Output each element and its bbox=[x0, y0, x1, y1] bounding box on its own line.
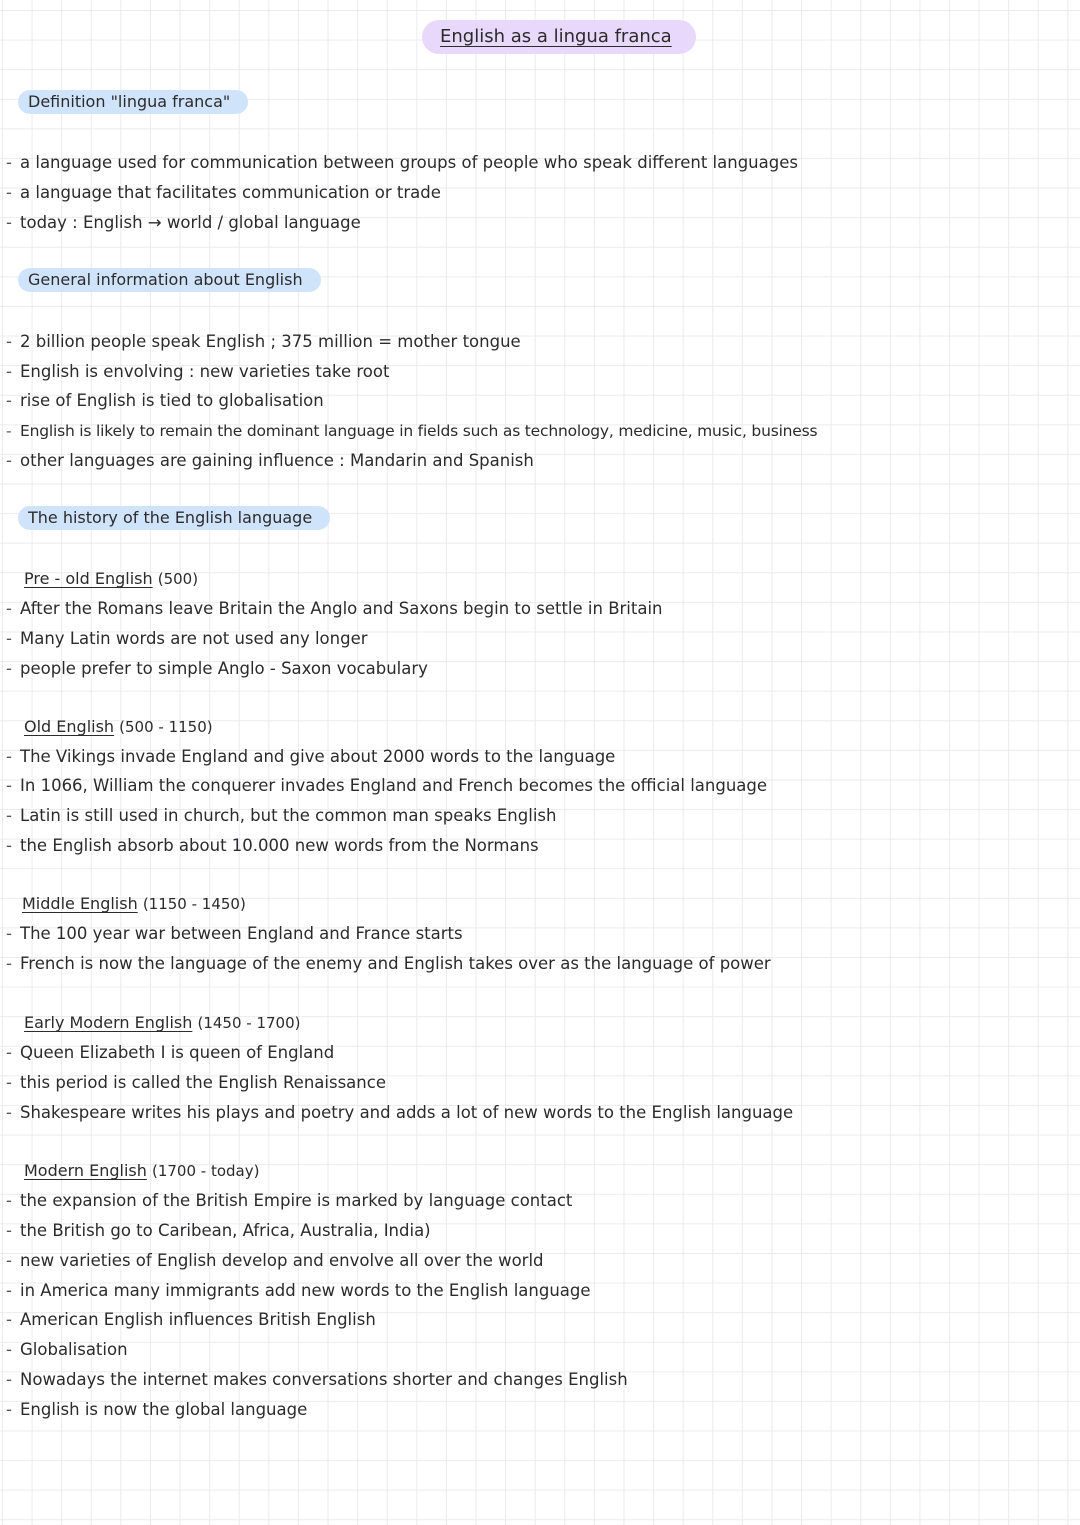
list-item: - the English absorb about 10.000 new words from the Normans bbox=[6, 836, 539, 855]
history-heading: The history of the English language bbox=[18, 506, 330, 530]
list-item: - French is now the language of the enemy and English takes over as the language of power bbox=[6, 954, 771, 973]
list-item: - American English influences British English bbox=[6, 1310, 376, 1329]
list-item: - a language that facilitates communication or trade bbox=[6, 183, 441, 202]
list-item: - 2 billion people speak English ; 375 million = mother tongue bbox=[6, 332, 521, 351]
list-item: - Queen Elizabeth I is queen of England bbox=[6, 1043, 335, 1062]
period-heading-early-modern-english: Early Modern English (1450 - 1700) bbox=[24, 1013, 301, 1032]
list-item: - English is likely to remain the dominant language in fields such as technology, medicine, music, business bbox=[6, 422, 818, 440]
list-item: - other languages are gaining influence : Mandarin and Spanish bbox=[6, 451, 534, 470]
general-info-heading: General information about English bbox=[18, 268, 321, 292]
list-item: - Globalisation bbox=[6, 1340, 128, 1359]
list-item: - The Vikings invade England and give about 2000 words to the language bbox=[6, 747, 616, 766]
list-item: - Shakespeare writes his plays and poetry and adds a lot of new words to the English language bbox=[6, 1103, 794, 1122]
page-title: English as a lingua franca bbox=[422, 20, 696, 54]
list-item: - In 1066, William the conquerer invades England and French becomes the official language bbox=[6, 776, 768, 795]
list-item: - the expansion of the British Empire is marked by language contact bbox=[6, 1191, 573, 1210]
list-item: - a language used for communication between groups of people who speak different languages bbox=[6, 153, 798, 172]
list-item: - After the Romans leave Britain the Anglo and Saxons begin to settle in Britain bbox=[6, 599, 663, 618]
list-item: - English is now the global language bbox=[6, 1400, 308, 1419]
period-heading-middle-english: Middle English (1150 - 1450) bbox=[22, 894, 246, 913]
list-item: - Latin is still used in church, but the common man speaks English bbox=[6, 806, 557, 825]
list-item: - Nowadays the internet makes conversations shorter and changes English bbox=[6, 1370, 628, 1389]
list-item: - people prefer to simple Anglo - Saxon vocabulary bbox=[6, 659, 428, 678]
list-item: - rise of English is tied to globalisation bbox=[6, 391, 324, 410]
list-item: - The 100 year war between England and France starts bbox=[6, 924, 463, 943]
period-heading-modern-english: Modern English (1700 - today) bbox=[24, 1161, 260, 1180]
definition-heading: Definition "lingua franca" bbox=[18, 90, 248, 114]
list-item: - this period is called the English Renaissance bbox=[6, 1073, 386, 1092]
period-heading-old-english: Old English (500 - 1150) bbox=[24, 717, 213, 736]
list-item: - new varieties of English develop and envolve all over the world bbox=[6, 1251, 544, 1270]
list-item: - in America many immigrants add new words to the English language bbox=[6, 1281, 591, 1300]
list-item: - today : English → world / global language bbox=[6, 213, 361, 232]
list-item: - Many Latin words are not used any longer bbox=[6, 629, 368, 648]
list-item: - English is envolving : new varieties take root bbox=[6, 362, 390, 381]
period-heading-pre-old-english: Pre - old English (500) bbox=[24, 569, 199, 588]
list-item: - the British go to Caribean, Africa, Australia, India) bbox=[6, 1221, 431, 1240]
